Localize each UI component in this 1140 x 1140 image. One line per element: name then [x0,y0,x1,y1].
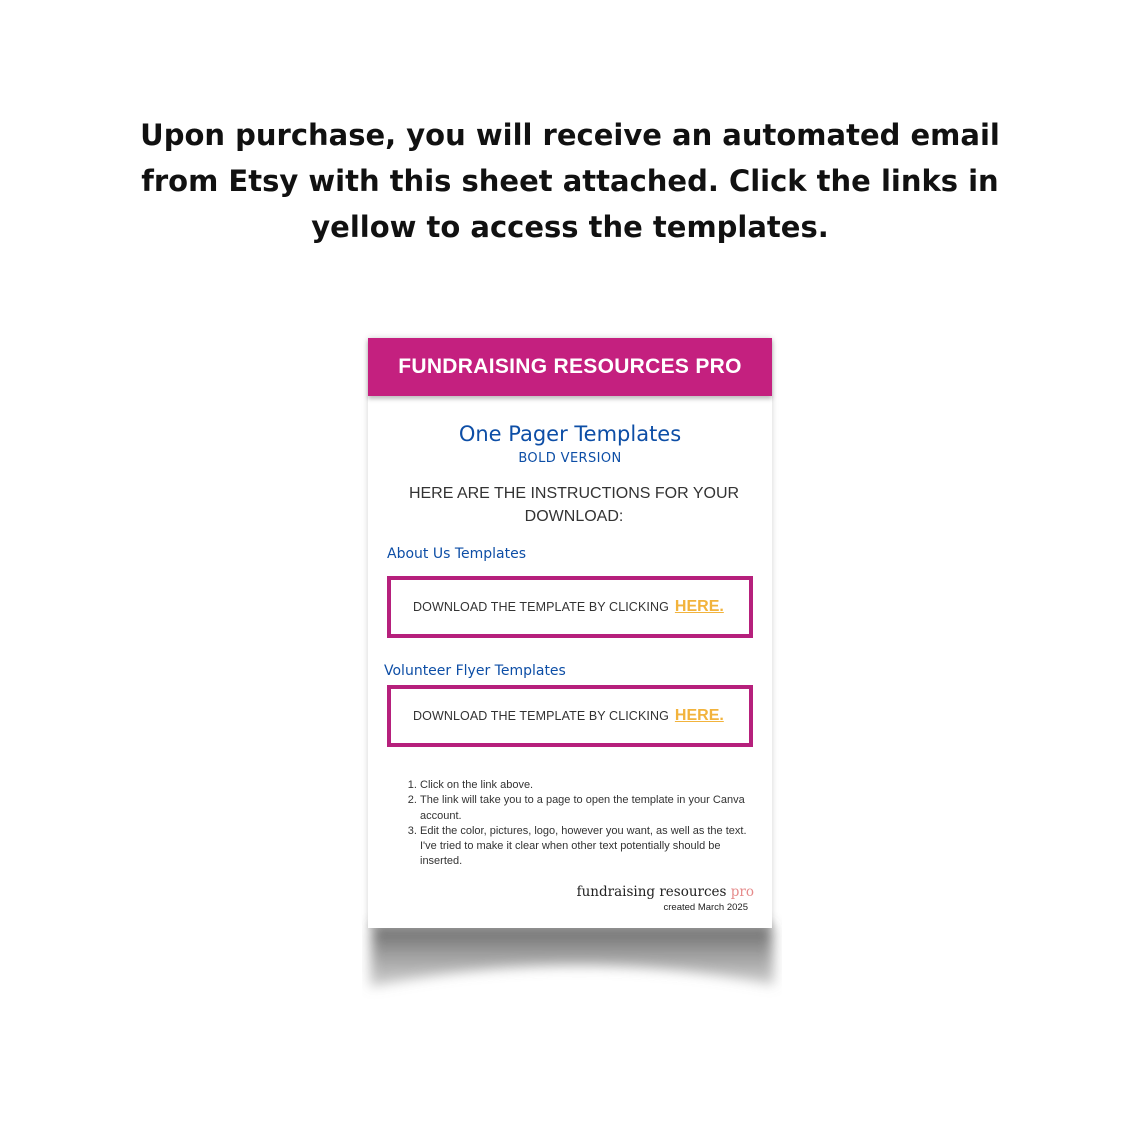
volunteer-flyer-download-link[interactable]: HERE. [674,707,724,724]
instruction-sheet [368,338,772,928]
headline-line-3: yellow to access the templates. [311,210,829,244]
created-date: created March 2025 [663,902,748,913]
download-text: DOWNLOAD THE TEMPLATE BY CLICKING [413,600,669,614]
sheet-title: One Pager Templates [458,422,682,446]
section-label-about-us: About Us Templates [387,546,527,562]
download-text: DOWNLOAD THE TEMPLATE BY CLICKING [413,709,669,723]
steps-list [408,778,750,870]
headline [70,112,1070,250]
list-item: 2. The link will take you to a page to open the template in your Canva account. [420,793,750,824]
sheet-banner: FUNDRAISING RESOURCES PRO [368,338,772,396]
headline-line-1: Upon purchase, you will receive an automated email [140,118,1000,152]
about-us-download-link[interactable]: HERE. [674,598,724,615]
download-box-about-us [387,576,753,638]
download-box-volunteer-flyer [387,685,753,747]
brand-name: fundraising resources [576,884,727,900]
brand-accent: pro [730,884,754,900]
brand-logo [577,884,754,900]
instructions-line-2: DOWNLOAD: [524,508,624,525]
headline-line-2: from Etsy with this sheet attached. Click the links in [141,164,999,198]
section-label-volunteer-flyer: Volunteer Flyer Templates [384,663,566,679]
sheet-subtitle: BOLD VERSION [518,451,622,466]
instructions-heading [396,482,752,528]
instructions-line-1: HERE ARE THE INSTRUCTIONS FOR YOUR [408,485,740,502]
list-item: 3. Edit the color, pictures, logo, however you want, as well as the text. I've tried to make it clear when other text potentially should be inserted. [420,824,750,870]
list-item: 1. Click on the link above. [420,778,750,793]
